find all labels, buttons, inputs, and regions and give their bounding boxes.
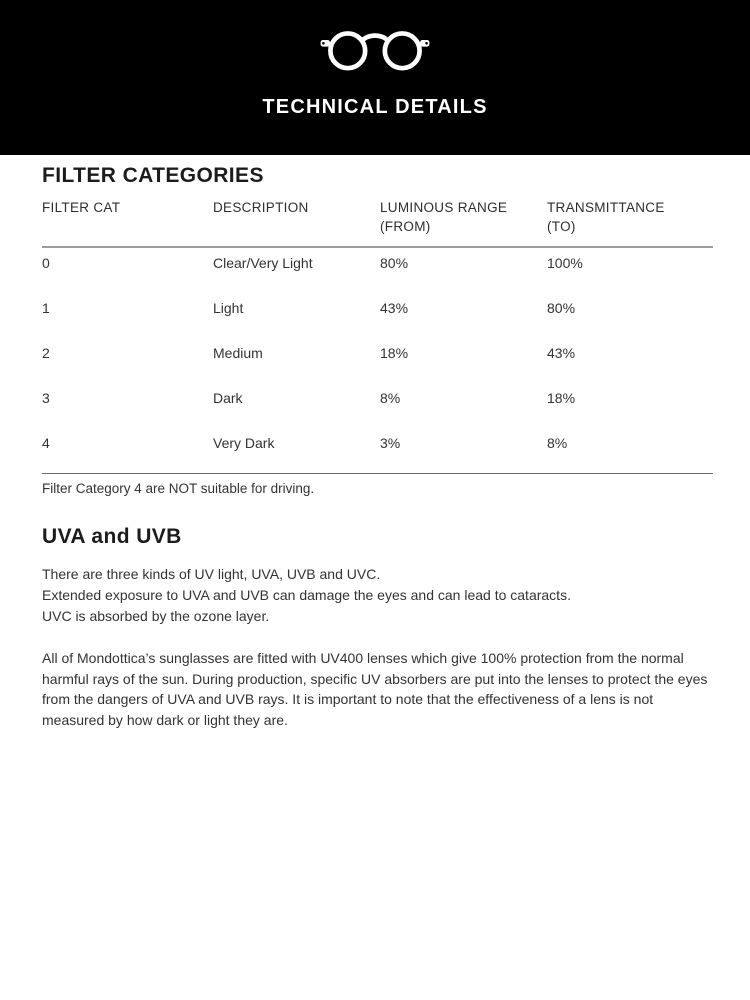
column-header-luminous-range: LUMINOUS RANGE (FROM) bbox=[380, 200, 508, 234]
driving-warning-note: Filter Category 4 are NOT suitable for driving. bbox=[42, 481, 315, 496]
cell-transmittance-to: 18% bbox=[547, 390, 576, 406]
table-row bbox=[42, 428, 713, 473]
table-row bbox=[42, 383, 713, 428]
cell-description: Light bbox=[213, 300, 244, 316]
cell-transmittance-to: 80% bbox=[547, 300, 576, 316]
table-row bbox=[42, 293, 713, 338]
cell-luminous-from: 43% bbox=[380, 300, 409, 316]
cell-description: Medium bbox=[213, 345, 263, 361]
cell-description: Very Dark bbox=[213, 435, 275, 451]
cell-description: Clear/Very Light bbox=[213, 255, 313, 271]
column-header-transmittance: TRANSMITTANCE (TO) bbox=[547, 200, 665, 234]
table-header-row bbox=[42, 198, 713, 248]
uv-intro-line: UVC is absorbed by the ozone layer. bbox=[42, 608, 270, 624]
column-header-filter-cat: FILTER CAT bbox=[42, 200, 121, 215]
cell-luminous-from: 3% bbox=[380, 435, 401, 451]
uv-intro-paragraph bbox=[42, 564, 713, 627]
uv-intro-line: There are three kinds of UV light, UVA, UVB and UVC. bbox=[42, 566, 381, 582]
cell-luminous-from: 8% bbox=[380, 390, 401, 406]
cell-transmittance-to: 43% bbox=[547, 345, 576, 361]
uva-uvb-heading: UVA and UVB bbox=[42, 525, 182, 548]
column-header-description: DESCRIPTION bbox=[213, 200, 309, 215]
page-content bbox=[0, 164, 750, 730]
table-row bbox=[42, 248, 713, 293]
cell-luminous-from: 80% bbox=[380, 255, 409, 271]
cell-filter-cat: 2 bbox=[42, 345, 50, 361]
uv-intro-line: Extended exposure to UVA and UVB can damage the eyes and can lead to cataracts. bbox=[42, 587, 571, 603]
uv-body-paragraph: All of Mondottica’s sunglasses are fitted with UV400 lenses which give 100% protection from the normal harmful rays of the sun. During production, specific UV absorbers are put into the lenses to protect the eyes from the dangers of UVA and UVB rays. It is important to note that the effectiveness of a lens is not measured by how dark or light they are. bbox=[42, 650, 708, 728]
banner-title: TECHNICAL DETAILS bbox=[262, 96, 488, 118]
cell-transmittance-to: 100% bbox=[547, 255, 583, 271]
table-row bbox=[42, 338, 713, 383]
table-body bbox=[42, 248, 713, 474]
cell-filter-cat: 3 bbox=[42, 390, 50, 406]
glasses-icon bbox=[314, 25, 436, 76]
cell-description: Dark bbox=[213, 390, 243, 406]
cell-filter-cat: 1 bbox=[42, 300, 50, 316]
filter-categories-heading: FILTER CATEGORIES bbox=[42, 164, 264, 187]
page-banner bbox=[0, 0, 750, 155]
cell-filter-cat: 0 bbox=[42, 255, 50, 271]
filter-categories-table bbox=[42, 198, 713, 474]
cell-transmittance-to: 8% bbox=[547, 435, 568, 451]
cell-filter-cat: 4 bbox=[42, 435, 50, 451]
cell-luminous-from: 18% bbox=[380, 345, 409, 361]
